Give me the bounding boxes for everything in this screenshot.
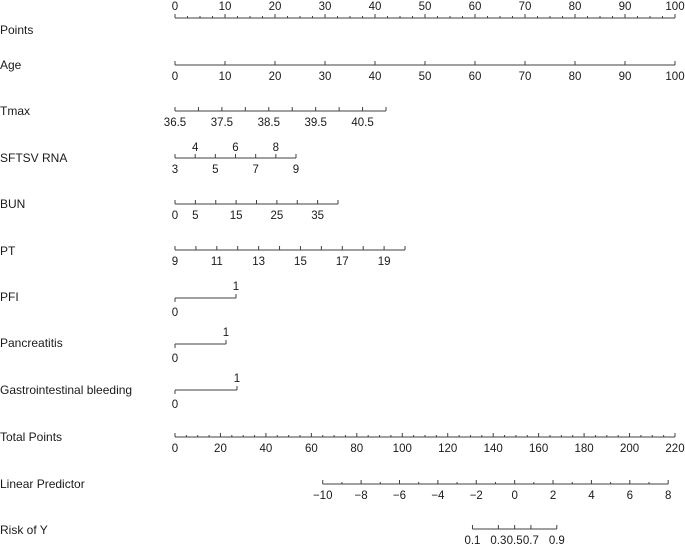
points-tick-label: 50: [418, 1, 432, 13]
points-tick-label: 30: [318, 1, 332, 13]
age-tick-label: 60: [468, 71, 482, 83]
age-tick-label: 30: [318, 71, 332, 83]
age-tick-label: 90: [618, 71, 632, 83]
linear-predictor-row-label: Linear Predictor: [0, 477, 85, 491]
risk-row-label: Risk of Y: [0, 523, 48, 537]
total-points-tick-label: 120: [438, 443, 458, 455]
linear-predictor-tick-label: −10: [312, 490, 333, 502]
gastrointestinal-bleeding-level-0-label: 0: [171, 399, 179, 411]
sftsv-rna-row-label: SFTSV RNA: [0, 151, 68, 165]
bun-tick-label: 35: [311, 210, 325, 222]
age-tick-label: 70: [518, 71, 532, 83]
linear-predictor-tick-label: −2: [469, 490, 483, 502]
tmax-tick-label: 38.5: [257, 117, 280, 129]
total-points-tick-label: 60: [304, 443, 318, 455]
sftsv-rna-tick-label: 9: [292, 164, 300, 176]
sftsv-rna-tick-label: 7: [252, 164, 259, 176]
points-tick-label: 60: [468, 1, 482, 13]
sftsv-rna-tick-label-above: 8: [272, 142, 280, 154]
linear-predictor-tick-label: 0: [511, 490, 518, 502]
pfi-level-1-label: 1: [232, 281, 240, 293]
points-tick-label: 80: [568, 1, 582, 13]
tmax-tick-label: 37.5: [210, 117, 234, 129]
tmax-tick-label: 39.5: [304, 117, 327, 129]
bun-tick-label: 5: [192, 210, 199, 222]
risk-tick-label: 0.7: [522, 535, 539, 547]
age-tick-label: 40: [368, 71, 382, 83]
pfi-level-0-label: 0: [171, 307, 179, 319]
gi-bleeding-row-label: Gastrointestinal bleeding: [0, 383, 133, 397]
sftsv-rna-tick-label-above: 6: [232, 142, 239, 154]
age-row-label: Age: [0, 58, 22, 72]
gastrointestinal-bleeding-level-1-label: 1: [233, 373, 241, 385]
linear-predictor-tick-label: −6: [392, 490, 407, 502]
pancreatitis-row-label: Pancreatitis: [0, 336, 63, 350]
sftsv-rna-tick-label-above: 4: [191, 142, 199, 154]
total-points-tick-label: 180: [574, 443, 594, 455]
risk-tick-label: 0.1: [464, 535, 481, 547]
pt-tick-label: 13: [252, 256, 266, 268]
linear-predictor-tick-label: 8: [664, 490, 672, 502]
age-tick-label: 50: [418, 71, 432, 83]
points-row-label: Points: [0, 23, 34, 37]
sftsv-rna-tick-label: 5: [212, 164, 219, 176]
bun-tick-label: 25: [270, 210, 284, 222]
points-tick-label: 100: [665, 1, 685, 13]
risk-tick-label: 0.9: [548, 535, 565, 547]
pt-tick-label: 9: [171, 256, 179, 268]
linear-predictor-tick-label: 4: [588, 490, 595, 502]
linear-predictor-tick-label: 6: [626, 490, 634, 502]
total-points-tick-label: 0: [171, 443, 179, 455]
pancreatitis-level-0-label: 0: [171, 353, 179, 365]
pt-tick-label: 17: [335, 256, 349, 268]
linear-predictor-tick-label: 2: [549, 490, 557, 502]
age-tick-label: 20: [268, 71, 282, 83]
pt-tick-label: 19: [377, 256, 391, 268]
total-points-tick-label: 100: [392, 443, 412, 455]
bun-tick-label: 15: [229, 210, 243, 222]
total-points-tick-label: 200: [619, 443, 640, 455]
risk-tick-label: 0.3: [490, 535, 507, 547]
points-tick-label: 90: [618, 1, 632, 13]
age-tick-label: 10: [218, 71, 232, 83]
tmax-row-label: Tmax: [0, 104, 30, 118]
age-tick-label: 0: [171, 71, 179, 83]
tmax-tick-label: 40.5: [351, 117, 374, 129]
total-points-tick-label: 40: [259, 443, 273, 455]
points-tick-label: 70: [518, 1, 532, 13]
pt-tick-label: 15: [294, 256, 307, 268]
pfi-row-label: PFI: [0, 290, 19, 304]
risk-tick-label: 0.5: [506, 535, 523, 547]
pancreatitis-level-1-label: 1: [222, 327, 230, 339]
points-tick-label: 10: [218, 1, 232, 13]
pt-tick-label: 11: [210, 256, 223, 268]
age-tick-label: 80: [568, 71, 582, 83]
total-points-tick-label: 80: [350, 443, 364, 455]
total-points-tick-label: 140: [483, 443, 503, 455]
total-points-tick-label: 20: [214, 443, 227, 455]
points-tick-label: 0: [171, 1, 179, 13]
points-tick-label: 40: [368, 1, 382, 13]
total-points-tick-label: 220: [665, 443, 685, 455]
points-tick-label: 20: [268, 1, 282, 13]
tmax-tick-label: 36.5: [163, 117, 187, 129]
nomogram-axes: [164, 1, 685, 547]
bun-tick-label: 0: [171, 210, 179, 222]
sftsv-rna-tick-label: 3: [171, 164, 179, 176]
bun-row-label: BUN: [0, 197, 26, 211]
pt-row-label: PT: [0, 244, 16, 258]
linear-predictor-tick-label: −8: [354, 490, 368, 502]
total-points-tick-label: 160: [529, 443, 549, 455]
linear-predictor-tick-label: −4: [431, 490, 445, 502]
total-points-row-label: Total Points: [0, 430, 63, 444]
age-tick-label: 100: [665, 71, 685, 83]
